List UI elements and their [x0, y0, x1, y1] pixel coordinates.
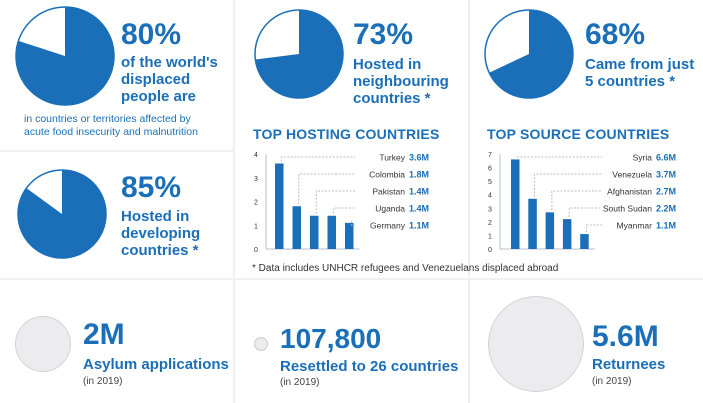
leader-line [281, 157, 355, 162]
stat-line: 5 countries * [585, 73, 676, 90]
stat-line: Hosted in [121, 208, 190, 225]
pie-source [484, 9, 574, 99]
stat-line: of the world's [121, 54, 218, 71]
value-label: 3.6M [409, 152, 430, 163]
y-tick-label: 1 [254, 223, 258, 231]
y-tick-label: 5 [488, 179, 492, 187]
bar [293, 206, 302, 249]
footnote: * Data includes UNHCR refugees and Venezuelans displaced abroad [252, 263, 559, 274]
y-tick-label: 4 [488, 192, 492, 200]
stat-percent: 73% [353, 18, 414, 51]
value-label: 1.1M [409, 220, 430, 231]
stat-label: Returnees [592, 356, 666, 373]
pie-neighbouring [254, 9, 344, 99]
stat-panel-food-insecurity [0, 0, 233, 150]
stat-line: developing [121, 225, 201, 242]
value-label: 1.4M [409, 186, 430, 197]
value-label: 1.8M [409, 169, 430, 180]
category-label: Uganda [375, 203, 405, 214]
category-label: Afghanistan [607, 186, 652, 197]
stat-line: countries * [121, 242, 199, 259]
stat-description [121, 208, 200, 259]
stat-panel-developing [0, 152, 233, 278]
y-tick-label: 3 [488, 206, 492, 214]
stat-percent: 80% [121, 18, 182, 51]
leader-line [586, 225, 602, 232]
stat-line: people are [121, 88, 197, 105]
stat-line: Came from just [585, 56, 695, 73]
leader-line [334, 208, 355, 214]
chart-title: TOP HOSTING COUNTRIES [253, 126, 440, 142]
stat-description [353, 56, 449, 107]
bar [275, 164, 284, 250]
value-label: 2.7M [656, 186, 677, 197]
category-label: Turkey [379, 152, 405, 163]
leader-line [316, 191, 355, 214]
stat-value: 2M [83, 318, 125, 351]
stat-subtext [24, 113, 198, 139]
stat-subtext-line: in countries or territories affected by [24, 113, 191, 125]
leader-line [552, 191, 602, 210]
pie-food-insecurity [15, 6, 115, 106]
bar [580, 234, 589, 249]
stat-note: (in 2019) [83, 376, 123, 387]
value-label: 1.1M [656, 220, 677, 231]
resettled-panel [235, 280, 468, 403]
category-label: South Sudan [602, 203, 652, 214]
stat-percent: 68% [585, 18, 646, 51]
category-label: Venezuela [612, 169, 652, 180]
category-label: Germany [370, 220, 405, 231]
y-tick-label: 2 [488, 219, 492, 227]
bar [310, 216, 319, 249]
stat-percent: 85% [121, 171, 182, 204]
bar [528, 199, 537, 249]
y-tick-label: 2 [254, 199, 258, 207]
stat-line: countries * [353, 90, 431, 107]
asylum-circle [15, 316, 71, 372]
value-label: 1.4M [409, 203, 430, 214]
y-tick-label: 1 [488, 233, 492, 241]
stat-line: neighbouring [353, 73, 449, 90]
bar [511, 159, 520, 249]
hosting-bar-chart [235, 148, 468, 258]
category-label: Myanmar [616, 220, 652, 231]
y-tick-label: 4 [254, 152, 258, 159]
bar [563, 219, 572, 249]
leader-line [299, 174, 355, 204]
stat-description [585, 56, 694, 90]
resettled-circle [254, 337, 268, 351]
bar [328, 216, 337, 249]
source-bar-chart [470, 148, 703, 258]
category-label: Colombia [369, 169, 405, 180]
value-label: 3.7M [656, 169, 677, 180]
pie-developing [17, 169, 107, 259]
stat-note: (in 2019) [280, 377, 320, 388]
stat-label: Asylum applications [83, 356, 229, 373]
stat-line: displaced [121, 71, 191, 88]
stat-line: Hosted in [353, 56, 422, 73]
source-panel [470, 0, 703, 278]
returnees-panel [470, 280, 703, 403]
y-tick-label: 6 [488, 165, 492, 173]
value-label: 2.2M [656, 203, 677, 214]
value-label: 6.6M [656, 152, 677, 163]
stat-description [121, 54, 218, 105]
returnees-circle [488, 296, 584, 392]
category-label: Pakistan [372, 186, 405, 197]
stat-label: Resettled to 26 countries [280, 358, 459, 375]
asylum-panel [0, 280, 233, 403]
stat-value: 5.6M [592, 320, 659, 353]
y-tick-label: 0 [254, 247, 258, 254]
y-tick-label: 7 [488, 152, 492, 159]
y-tick-label: 0 [488, 247, 492, 254]
stat-subtext-line: acute food insecurity and malnutrition [24, 126, 198, 138]
leader-line [569, 208, 602, 217]
stat-value: 107,800 [280, 323, 382, 354]
leader-line [535, 174, 602, 197]
bar [345, 223, 354, 249]
chart-title: TOP SOURCE COUNTRIES [487, 126, 670, 142]
category-label: Syria [632, 152, 652, 163]
bar [546, 212, 555, 249]
hosting-panel [235, 0, 468, 278]
y-tick-label: 3 [254, 175, 258, 183]
stat-note: (in 2019) [592, 376, 632, 387]
